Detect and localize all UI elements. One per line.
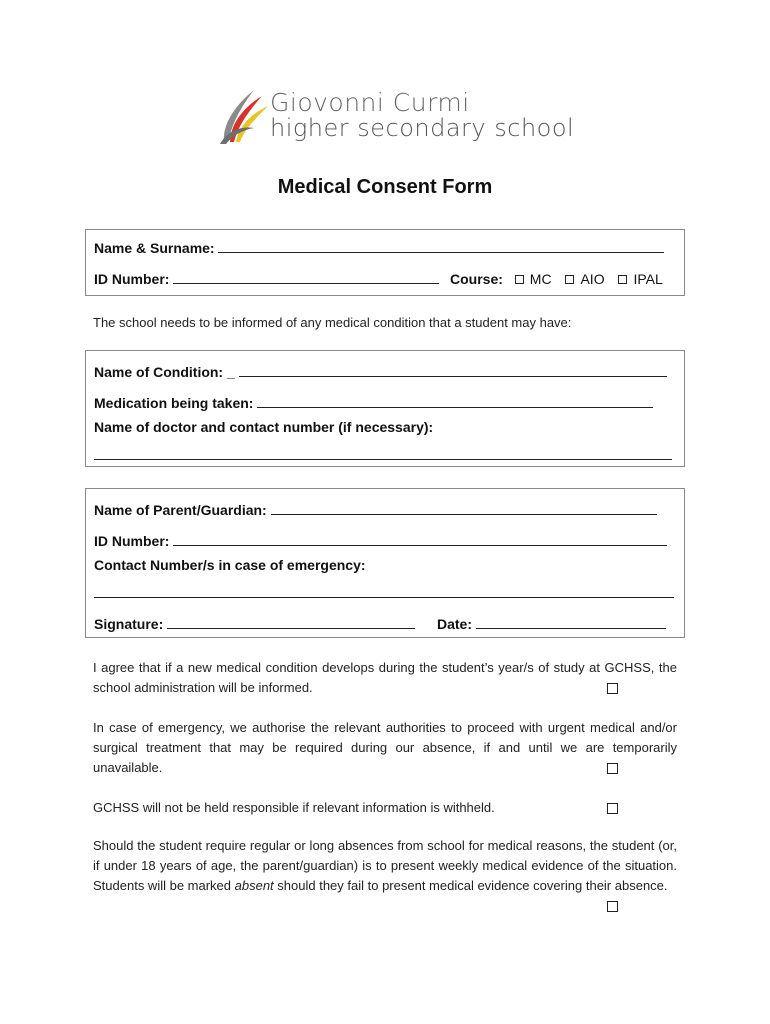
medication-row: [94, 395, 653, 411]
condition-label: Name of Condition: _: [94, 364, 235, 380]
guardian-section: [85, 488, 685, 638]
signature-label: Signature:: [94, 616, 164, 632]
agreement-emergency-checkbox[interactable]: [607, 763, 618, 774]
condition-row: [94, 364, 667, 380]
date-label: Date:: [437, 616, 473, 632]
date-field[interactable]: [476, 617, 666, 629]
student-id-field[interactable]: [173, 272, 439, 284]
absent-emphasis: absent: [234, 878, 274, 893]
guardian-name-label: Name of Parent/Guardian:: [94, 502, 267, 518]
signature-row: [94, 616, 415, 632]
emergency-contact-field[interactable]: [94, 586, 674, 598]
agreement-text-after: should they fail to present medical evidence covering their absence.: [273, 878, 668, 893]
date-row: [437, 616, 666, 632]
course-label: Course:: [450, 271, 503, 287]
agreement-text: GCHSS will not be held responsible if relevant information is withheld.: [93, 800, 495, 815]
guardian-name-field[interactable]: [271, 503, 657, 515]
course-row: [450, 271, 673, 287]
intro-text: The school needs to be informed of any medical condition that a student may have:: [93, 315, 572, 330]
logo-school-name-line1: Giovonni Curmi: [270, 88, 470, 117]
guardian-name-row: [94, 502, 657, 518]
student-id-label: ID Number:: [94, 271, 170, 287]
course-ipal-checkbox[interactable]: [618, 275, 627, 284]
agreement-withheld-info: [93, 798, 677, 818]
doctor-label: Name of doctor and contact number (if necessary):: [94, 419, 434, 435]
agreement-emergency-treatment: [93, 718, 677, 778]
page-title: Medical Consent Form: [277, 176, 493, 198]
course-mc-checkbox[interactable]: [515, 275, 524, 284]
course-option-mc: MC: [529, 271, 552, 287]
doctor-contact-field[interactable]: [94, 448, 672, 460]
condition-field[interactable]: [239, 365, 667, 377]
student-id-row: [94, 271, 439, 287]
course-option-ipal: IPAL: [633, 271, 663, 287]
guardian-id-field[interactable]: [173, 534, 667, 546]
agreement-text-before: Should the student require regular or long absences from school for medical reasons, the student (or, if under 18 years of age, the parent/guardian) is to present weekly medical evidence of the situation. Students will be marked: [93, 838, 677, 893]
school-emblem-icon: [218, 86, 270, 146]
agreement-text: In case of emergency, we authorise the relevant authorities to proceed with urgent medical and/or surgical treatment that may be required during our absence, if and until we are temporarily unavailable.: [93, 720, 677, 775]
agreement-absence-evidence: [93, 836, 677, 896]
agreement-inform-school-checkbox[interactable]: [607, 683, 618, 694]
student-name-row: [94, 240, 664, 256]
guardian-id-label: ID Number:: [94, 533, 170, 549]
student-name-field[interactable]: [218, 241, 664, 253]
agreement-inform-school: [93, 658, 677, 698]
course-option-aio: AIO: [580, 271, 605, 287]
emergency-contact-label: Contact Number/s in case of emergency:: [94, 557, 366, 573]
agreement-absence-checkbox[interactable]: [607, 901, 618, 912]
logo-school-name-line2: higher secondary school: [270, 114, 575, 142]
student-details-section: [85, 229, 685, 296]
school-logo: [218, 86, 575, 150]
signature-field[interactable]: [167, 617, 415, 629]
course-aio-checkbox[interactable]: [565, 275, 574, 284]
student-name-label: Name & Surname:: [94, 240, 215, 256]
agreement-text: I agree that if a new medical condition develops during the student’s year/s of study at GCHSS, the school administration will be informed.: [93, 660, 677, 695]
medical-condition-section: [85, 350, 685, 467]
medication-label: Medication being taken:: [94, 395, 254, 411]
medication-field[interactable]: [257, 396, 653, 408]
guardian-id-row: [94, 533, 667, 549]
agreement-withheld-checkbox[interactable]: [607, 803, 618, 814]
